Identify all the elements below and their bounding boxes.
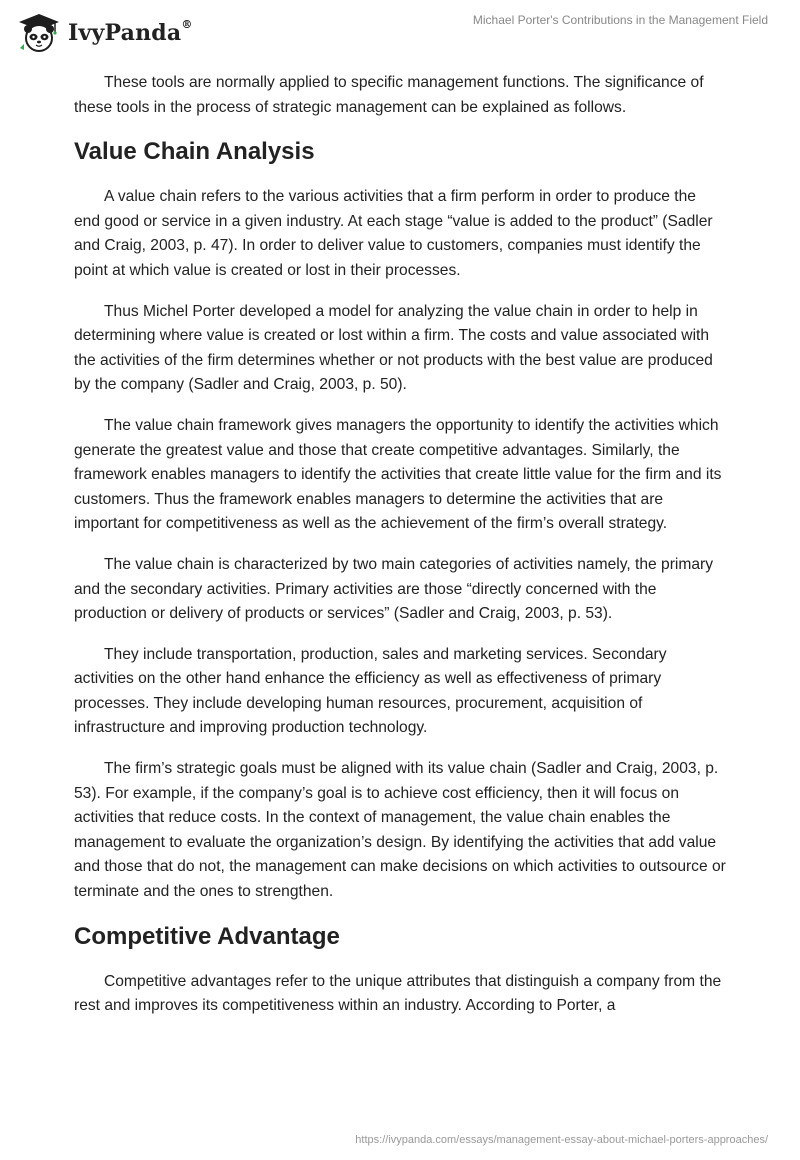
essay-body [74,71,726,1035]
paragraph: They include transportation, production, sales and marketing services. Secondary activities on the other hand enhance the efficiency as well as effectiveness of primary processes. They include developing human resources, procurement, acquisition of infrastructure and improving production technology. [74,645,667,737]
intro-paragraph: These tools are normally applied to specific management functions. The significance of these tools in the process of strategic management can be explained as follows. [74,74,704,116]
paragraph: The firm’s strategic goals must be aligned with its value chain (Sadler and Craig, 2003, p. 53). For example, if the company’s goal is to achieve cost efficiency, then it will focus on activities that reduce costs. In the context of management, the value chain enables the management to evaluate the organization’s design. By identifying the activities that add value and those that do not, the management can make decisions on which activities to outsource or terminate and the ones to strengthen. [74,760,726,901]
logo-text: IvyPanda® [68,18,193,46]
paragraph: The value chain is characterized by two main categories of activities namely, the primary and the secondary activities. Primary activities are those “directly concerned with the production or delivery of products or services” (Sadler and Craig, 2003, p. 53). [74,555,714,623]
paragraph: A value chain refers to the various activities that a firm perform in order to produce the end good or service in a given industry. At each stage “value is added to the product” (Sadler and Craig, 2003, p. 47). In order to deliver value to customers, companies must identify the point at which value is created or lost in their processes. [74,188,713,279]
document-title: Michael Porter's Contributions in the Management Field [472,13,768,27]
panda-graduate-icon [16,10,62,56]
paragraph: Thus Michel Porter developed a model for analyzing the value chain in order to help in determining where value is created or lost within a firm. The costs and value associated with the activities of the firm determines whether or not products with the best value are produced by the company (Sadler and Craig, 2003, p. 50). [74,302,713,394]
paragraph: Competitive advantages refer to the unique attributes that distinguish a company from the rest and improves its competitiveness within an industry. According to Porter, a [74,972,722,1015]
section-heading-value-chain: Value Chain Analysis [74,138,315,166]
section-heading-competitive-advantage: Competitive Advantage [74,922,340,950]
page-header [0,0,800,70]
source-url[interactable]: https://ivypanda.com/essays/management-essay-about-michael-porters-approaches/ [355,1134,768,1146]
paragraph: The value chain framework gives managers the opportunity to identify the activities which generate the greatest value and those that create competitive advantages. Similarly, the framework enables managers to identify the activities that create little value for the firm and its customers. Thus the framework enables managers to determine the activities that are important for competitiveness as well as the achievement of the firm’s overall strategy. [74,416,722,533]
ivypanda-logo[interactable] [16,10,193,56]
